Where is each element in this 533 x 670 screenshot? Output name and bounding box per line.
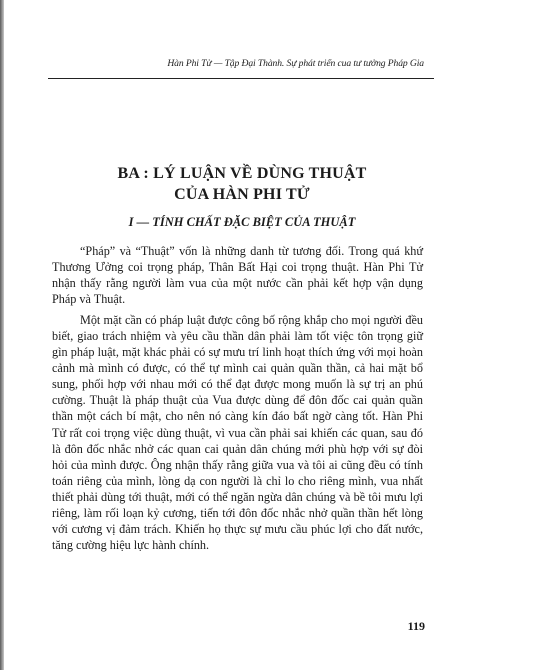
paragraph: Một mặt cần có pháp luật được công bố rộng khắp cho mọi người đều biết, giao trách nhiệm và yêu cầu thần dân phải làm tốt việc tôn trọng giữ gìn pháp luật, mặt khác phải có sự mưu trí linh hoạt thích ứng với mọi hoàn cảnh mà mình có được, có thể tự mình cai quản quần thần, cả hai mặt bổ sung, phối hợp với nhau mới có thể đạt được mong muốn là sự trị an phú cường. Thuật là pháp thuật của Vua được dùng để đôn đốc cai quản quần thần một cách bí mật, cho nên nó càng kín đáo bất ngờ càng tốt. Hàn Phi Tử rất coi trọng việc dùng thuật, vì vua cần phải sai khiến các quan, sau đó là đôn đốc nhắc nhở các quan cai quản dân chúng mới phù hợp với sự đòi hỏi của mình được. Ông nhận thấy rằng giữa vua và tôi ai cũng đều có tính toán riêng của mình, lòng dạ con người là chỉ lo cho riêng mình, vua nhất thiết phải dùng tới thuật, mới có thể ngăn ngừa dân chúng và bề tôi mưu lợi riêng, làm rối loạn kỷ cương, tiến tới đôn đốc nhắc nhở quần thần hết lòng với cương vị đảm trách. Khiến họ thực sự mưu cầu phúc lợi cho đất nước, tăng cường hiệu lực hành chính.: [52, 313, 423, 552]
chapter-title-line-1: BA : LÝ LUẬN VỀ DÙNG THUẬT: [117, 165, 367, 182]
running-header: Hàn Phi Tử — Tập Đại Thành. Sự phát triển cua tư tưởng Pháp Gia: [167, 58, 424, 69]
chapter-title-line-2: CỦA HÀN PHI TỬ: [174, 186, 310, 203]
chapter-title: [60, 163, 424, 205]
scan-edge: [0, 0, 4, 670]
page-number: 119: [407, 619, 425, 633]
body-text: [52, 243, 423, 553]
paragraph: “Pháp” và “Thuật” vốn là những danh từ tương đối. Trong quá khứ Thương Ưởng coi trọng pháp, Thân Bất Hại coi trọng thuật. Hàn Phi Tử nhận thấy rằng người làm vua của một nước cần phải kết hợp vận dụng Pháp và Thuật.: [52, 244, 423, 307]
header-rule: [48, 78, 434, 79]
section-title: I — TÍNH CHẤT ĐẶC BIỆT CỦA THUẬT: [128, 215, 356, 229]
